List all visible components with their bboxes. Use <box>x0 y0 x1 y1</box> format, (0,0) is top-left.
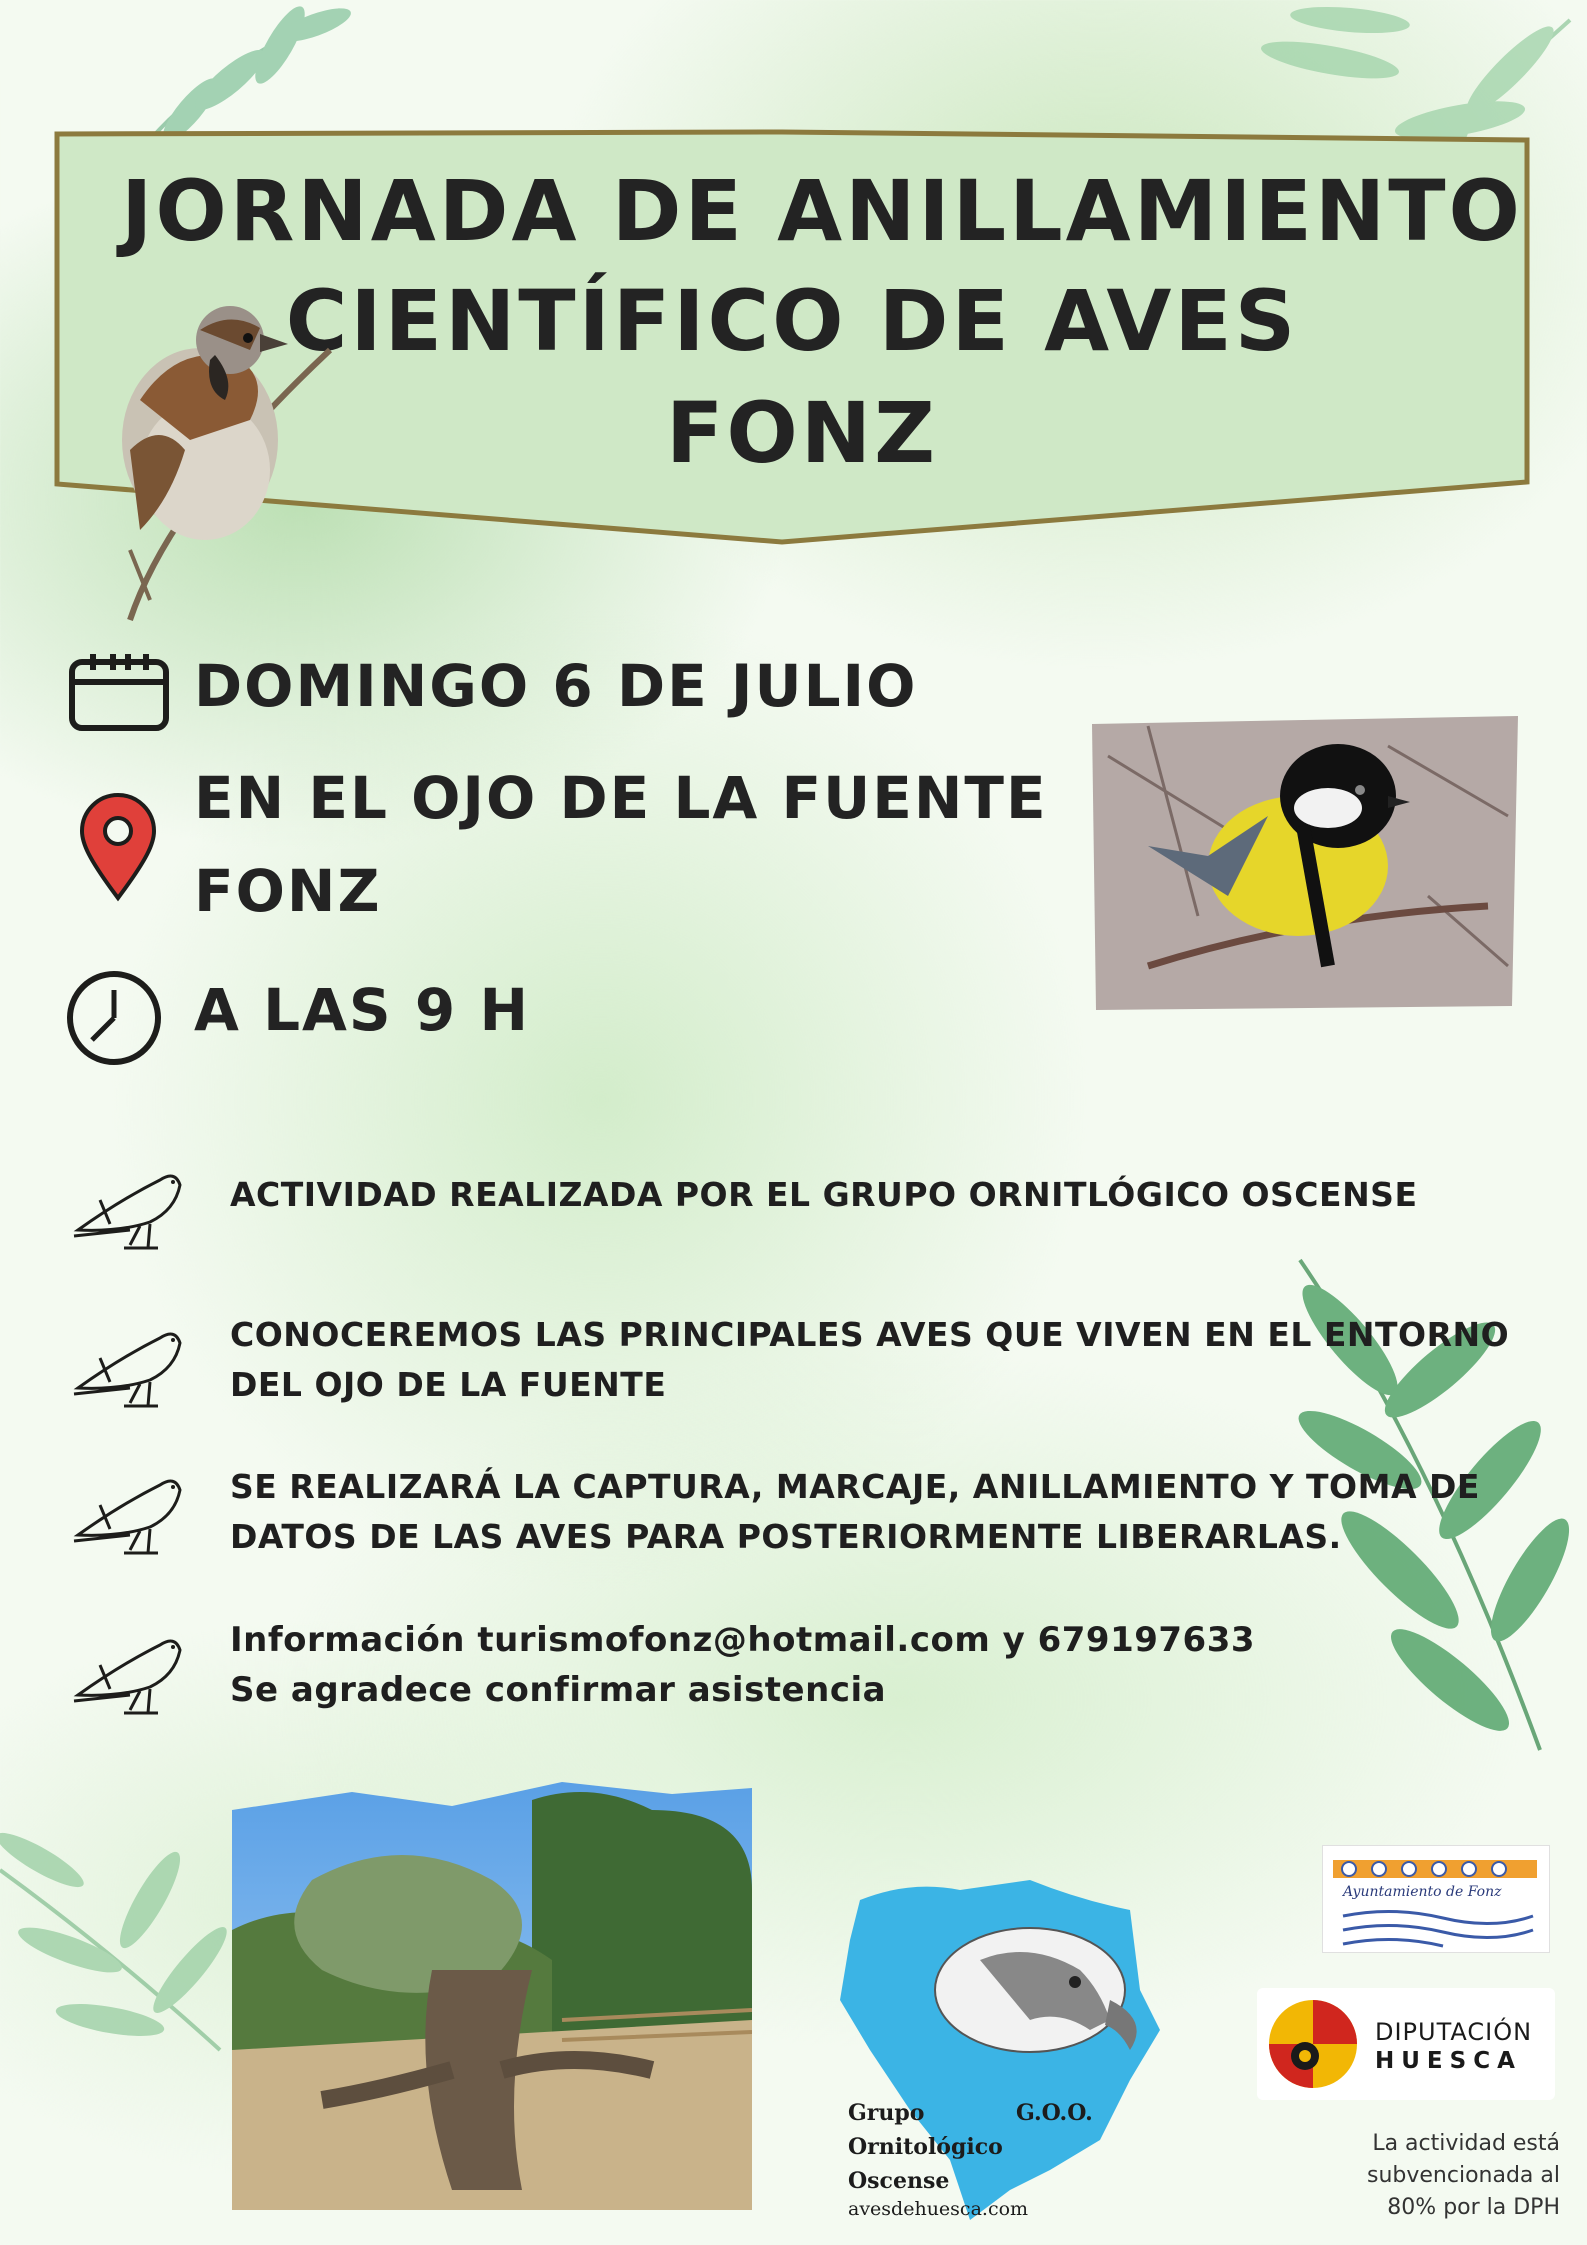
bird-icon-2 <box>70 1318 190 1422</box>
event-place-line-1: EN EL OJO DE LA FUENTE <box>194 764 1048 832</box>
bird-icon-3 <box>70 1465 190 1569</box>
subsidy-note <box>1320 2128 1560 2224</box>
location-pin-icon <box>78 793 158 907</box>
event-time: A LAS 9 H <box>194 976 530 1044</box>
bird-icon-4 <box>70 1625 190 1729</box>
goo-name-line-1: Grupo <box>848 2100 925 2126</box>
leaves-bottom-left <box>0 1830 240 2060</box>
ayuntamiento-name: Ayuntamiento de Fonz <box>1343 1884 1502 1900</box>
bullet-capture-line-2: DATOS DE LAS AVES PARA POSTERIORMENTE LIBERARLAS. <box>230 1517 1342 1556</box>
title-line-1: JORNADA DE ANILLAMIENTO <box>121 162 1523 260</box>
goo-website[interactable]: avesdehuesca.com <box>848 2198 1029 2220</box>
title-line-3: FONZ <box>666 384 938 482</box>
bird-icon-1 <box>70 1160 190 1264</box>
ojo-de-la-fuente-photo <box>232 1770 752 2210</box>
subsidy-line-3: 80% por la DPH <box>1387 2195 1560 2220</box>
bullet-confirm-attendance: Se agradece confirmar asistencia <box>230 1670 887 1710</box>
goo-name-line-3: Oscense <box>848 2168 950 2194</box>
subsidy-line-1: La actividad está <box>1372 2131 1560 2156</box>
subsidy-line-2: subvencionada al <box>1367 2163 1560 2188</box>
title-line-2: CIENTÍFICO DE AVES <box>285 272 1299 370</box>
great-tit-photo <box>1088 716 1520 1010</box>
event-date: DOMINGO 6 DE JULIO <box>194 652 918 720</box>
calendar-icon <box>68 652 170 736</box>
bullet-birds-line-2: DEL OJO DE LA FUENTE <box>230 1365 667 1404</box>
goo-name-line-2: Ornitológico <box>848 2134 1003 2160</box>
dph-name-line-1: DIPUTACIÓN <box>1375 2018 1533 2046</box>
bullet-capture-line-1: SE REALIZARÁ LA CAPTURA, MARCAJE, ANILLAMIENTO Y TOMA DE <box>230 1467 1480 1506</box>
dph-name-line-2: HUESCA <box>1375 2048 1522 2074</box>
goo-abbreviation: G.O.O. <box>1016 2100 1093 2126</box>
bullet-info-contact[interactable]: Información turismofonz@hotmail.com y 679197633 <box>230 1620 1256 1660</box>
ayuntamiento-fonz-logo <box>1322 1845 1550 1953</box>
event-place-line-2: FONZ <box>194 857 382 925</box>
sparrow-image <box>90 300 350 630</box>
diputacion-huesca-logo <box>1257 1988 1555 2100</box>
bullet-birds-line-1: CONOCEREMOS LAS PRINCIPALES AVES QUE VIVEN EN EL ENTORNO <box>230 1315 1510 1354</box>
bullet-activity: ACTIVIDAD REALIZADA POR EL GRUPO ORNITLÓGICO OSCENSE <box>230 1175 1418 1214</box>
clock-icon <box>64 968 164 1072</box>
